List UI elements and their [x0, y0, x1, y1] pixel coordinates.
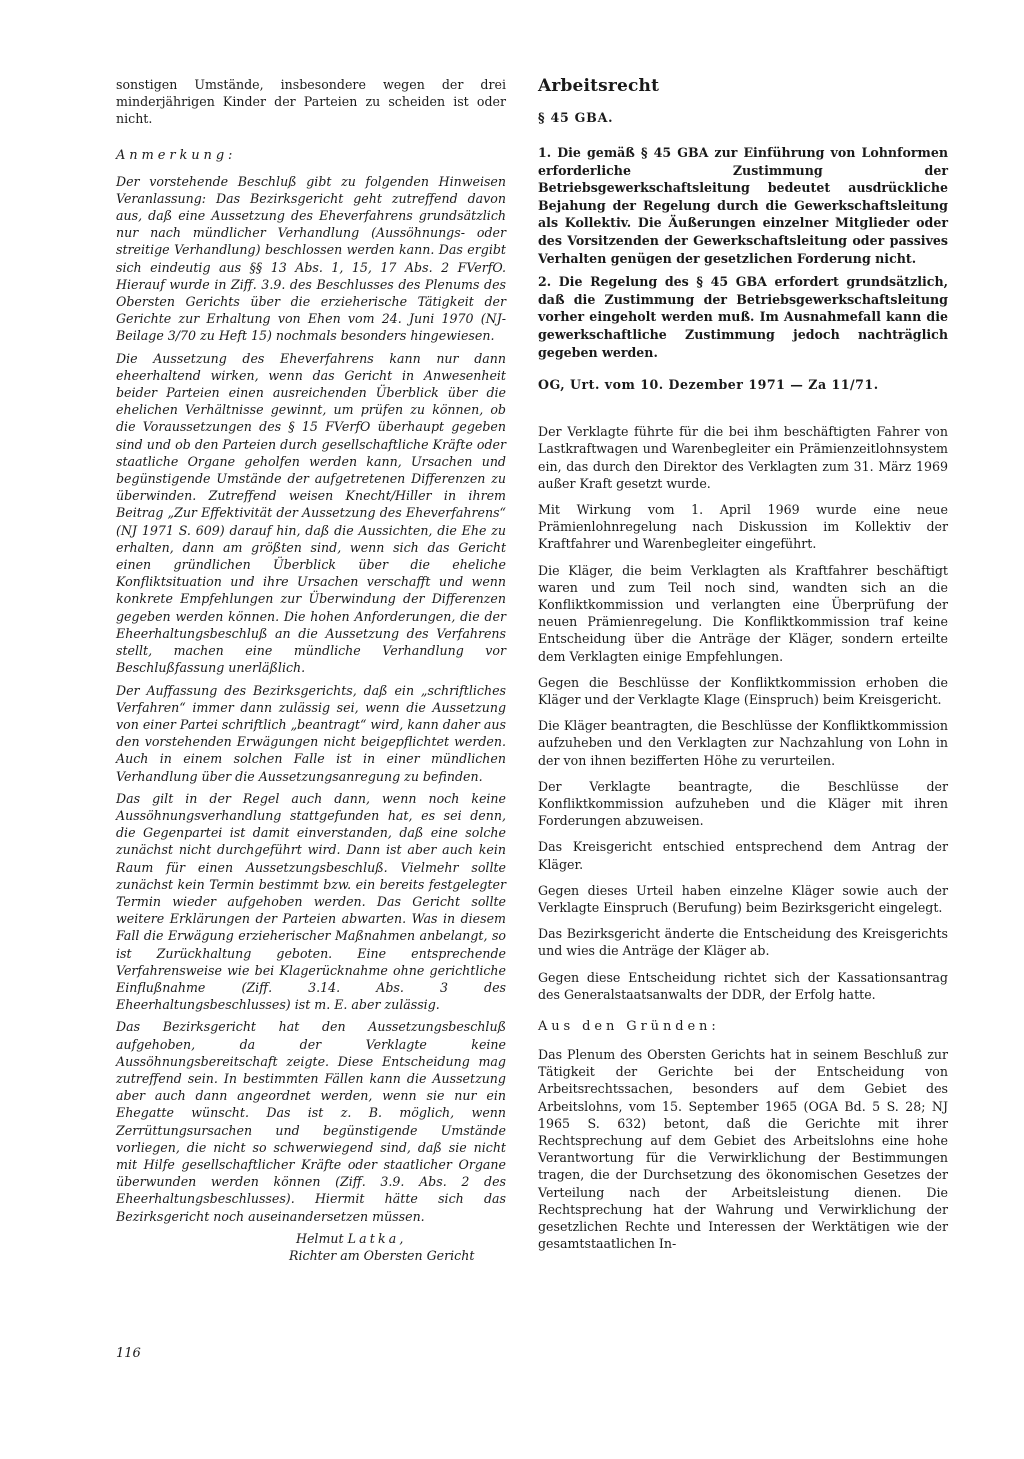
facts-paragraph: Die Kläger beantragten, die Beschlüsse der Konfliktkommission aufzuheben und den Verklagten zur Nachzahlung von Lohn in der von ihnen bezifferten Höhe zu verurteilen. — [538, 718, 948, 768]
author-first-name: Helmut — [296, 1230, 344, 1246]
lead-paragraph: sonstigen Umstände, insbesondere wegen der drei minderjährigen Kinder der Parteien zu scheiden ist oder nicht. — [116, 77, 506, 127]
remark-paragraph: Das gilt in der Regel auch dann, wenn noch keine Aussöhnungsverhandlung stattgefunden hat, es sei denn, die Gegenpartei ist damit einverstanden, daß eine solche zunächst nicht durchgeführt wird. Dann ist aber auch kein Raum für einen Aussetzungsbeschluß. Vielmehr sollte zunächst kein Termin bestimmt bzw. ein bereits festgelegter Termin wieder aufgehoben werden. Das Gericht sollte weitere Erklärungen der Parteien abwarten. Was in diesem Fall die Erwägung erzieherischer Maßnahmen anbelangt, so ist Zurückhaltung geboten. Eine entsprechende Verfahrensweise wie bei Klagerücknahme ohne gerichtliche Einflußnahme (Ziff. 3.14. Abs. 3 des Eheerhaltungsbeschlusses) ist m. E. aber zulässig. — [116, 790, 506, 1013]
signature-block — [116, 1230, 506, 1264]
page-number: 116 — [116, 1346, 141, 1361]
author-last-name: Latka, — [347, 1230, 407, 1246]
remark-body — [116, 173, 506, 1225]
headnote: 1. Die gemäß § 45 GBA zur Einführung von Lohnformen erforderliche Zustimmung der Betriebsgewerkschaftsleitung bedeutet ausdrückliche Bejahung der Regelung durch die Gewerkschaftsleitung als Kollektiv. Die Äußerungen einzelner Mitglieder oder des Vorsitzenden der Gewerkschaftsleitung oder passives Verhalten genügen der gesetzlichen Forderung nicht. — [538, 145, 948, 266]
remark-paragraph: Das Bezirksgericht hat den Aussetzungsbeschluß aufgehoben, da der Verklagte keine Aussöhnungsbereitschaft zeigte. Diese Entscheidung mag zutreffend sein. In bestimmten Fällen kann die Aussetzung aber auch dann angeordnet werden, wenn sie nur ein Ehegatte wünscht. Das ist z. B. möglich, wenn Zerrüttungsursachen und begünstigende Umstände vorliegen, die nicht so schwerwiegend sind, daß sie nicht mit Hilfe gesellschaftlicher Kräfte oder staatlicher Organe überwunden werden können (Ziff. 3.9. Abs. 2 des Eheerhaltungsbeschlusses). Hiermit hätte sich das Bezirksgericht noch auseinandersetzen müssen. — [116, 1019, 506, 1224]
author-name — [116, 1230, 506, 1247]
facts-paragraph: Das Kreisgericht entschied entsprechend dem Antrag der Kläger. — [538, 839, 948, 872]
reasons-heading: Aus den Gründen: — [538, 1019, 720, 1035]
section-title: Arbeitsrecht — [538, 76, 660, 96]
facts-paragraph: Der Verklagte beantragte, die Beschlüsse der Konfliktkommission aufzuheben und die Kläger mit ihren Forderungen abzuweisen. — [538, 778, 948, 829]
facts-paragraph: Gegen die Beschlüsse der Konfliktkommission erhoben die Kläger und der Verklagte Klage (Einspruch) beim Kreisgericht. — [538, 674, 948, 707]
remark-paragraph: Der Auffassung des Bezirksgerichts, daß ein „schriftliches Verfahren“ immer dann zulässig sei, wenn die Aussetzung von einer Partei schriftlich „beantragt“ wird, kann daher aus den vorstehenden Erwägungen nicht beigepflichtet werden. Auch in einem solchen Falle ist in einer mündlichen Verhandlung über die Aussetzungsanregung zu befinden. — [116, 682, 506, 784]
norm-reference: § 45 GBA. — [538, 110, 614, 125]
facts-paragraph: Gegen dieses Urteil haben einzelne Kläger sowie auch der Verklagte Einspruch (Berufung) beim Bezirksgericht eingelegt. — [538, 882, 948, 915]
facts-paragraph: Die Kläger, die beim Verklagten als Kraftfahrer beschäftigt waren und zum Teil noch sind, wandten sich an die Konfliktkommission und verlangten eine Überprüfung der neuen Prämienregelung. Die Konfliktkommission traf keine Entscheidung über die Anträge der Kläger, sondern erteilte dem Verklagten einige Empfehlungen. — [538, 562, 948, 664]
case-citation: OG, Urt. vom 10. Dezember 1971 — Za 11/71. — [538, 377, 879, 393]
right-column — [538, 76, 948, 1261]
left-column — [116, 76, 506, 1264]
facts-body — [538, 423, 948, 1252]
facts-paragraph: Der Verklagte führte für die bei ihm beschäftigten Fahrer von Lastkraftwagen und Warenbegleiter ein Prämienzeitlohnsystem ein, das durch den Direktor des Verklagten zum 31. März 1969 außer Kraft gesetzt wurde. — [538, 424, 948, 491]
headnote: 2. Die Regelung des § 45 GBA erfordert grundsätzlich, daß die Zustimmung der Betriebsgewerkschaftsleitung vorher eingeholt werden muß. Im Ausnahmefall kann die gewerkschaftliche Zustimmung jedoch nachträglich gegeben werden. — [538, 274, 948, 360]
facts-paragraph: Das Bezirksgericht änderte die Entscheidung des Kreisgerichts und wies die Anträge der Kläger ab. — [538, 926, 948, 959]
facts-paragraph: Gegen diese Entscheidung richtet sich der Kassationsantrag des Generalstaatsanwalts der DDR, der Erfolg hatte. — [538, 969, 948, 1002]
reasons-paragraph: Das Plenum des Obersten Gerichts hat in seinem Beschluß zur Tätigkeit der Gerichte bei der Entscheidung von Arbeitsrechtssachen, besonders auf dem Gebiet des Arbeitslohns, vom 15. September 1965 (OGA Bd. 5 S. 28; NJ 1965 S. 632) betont, daß die Gerichte mit ihrer Rechtsprechung auf dem Gebiet des Arbeitslohns eine hohe Verantwortung für die Verwirklichung der Bestimmungen tragen, die der Durchsetzung des ökonomischen Gesetzes der Verteilung nach der Arbeitsleistung dienen. Die Rechtsprechung hat der Wahrung und Verwirklichung der gesetzlichen Rechte und Interessen der Werktätigen wie der gesamtstaatlichen In- — [538, 1047, 948, 1252]
remark-paragraph: Der vorstehende Beschluß gibt zu folgenden Hinweisen Veranlassung: Das Bezirksgericht geht zutreffend davon aus, daß eine Aussetzung des Eheverfahrens grundsätzlich nur nach mündlicher Verhandlung (Aussöhnungs- oder streitige Verhandlung) beschlossen werden kann. Das ergibt sich eindeutig aus §§ 13 Abs. 1, 15, 17 Abs. 2 FVerfO. Hierauf wurde in Ziff. 3.9. des Beschlusses des Plenums des Obersten Gerichts über die erzieherische Tätigkeit der Gerichte zur Erhaltung von Ehen vom 24. Juni 1970 (NJ-Beilage 3/70 zu Heft 15) nochmals besonders hingewiesen. — [116, 173, 506, 344]
remark-paragraph: Die Aussetzung des Eheverfahrens kann nur dann eheerhaltend wirken, wenn das Gericht in Anwesenheit beider Parteien einen ausreichenden Überblick über die ehelichen Verhältnisse gewinnt, um prüfen zu können, ob die Voraussetzungen des § 15 FVerfO überhaupt gegeben sind und ob den Parteien durch gesellschaftliche Kräfte oder staatliche Organe geholfen werden kann, Ursachen und begünstigende Umstände der aufgetretenen Differenzen zu überwinden. Zutreffend weisen Knecht/Hiller in ihrem Beitrag „Zur Effektivität der Aussetzung des Eheverfahrens“ (NJ 1971 S. 609) darauf hin, daß die Aussichten, die Ehe zu erhalten, dann am größten sind, wenn sich das Gericht einen gründlichen Überblick über die eheliche Konfliktsituation und ihre Ursachen verschafft und wenn konkrete Empfehlungen zur Überwindung der Differenzen gegeben werden können. Die hohen Anforderungen, die der Eheerhaltungsbeschluß an die Aussetzung des Verfahrens stellt, machen eine mündliche Verhandlung vor Beschlußfassung unerläßlich. — [116, 350, 506, 676]
author-title: Richter am Obersten Gericht — [289, 1248, 475, 1263]
facts-paragraph: Mit Wirkung vom 1. April 1969 wurde eine neue Prämienlohnregelung nach Diskussion im Kollektiv der Kraftfahrer und Warenbegleiter eingeführt. — [538, 501, 948, 552]
remark-heading: Anmerkung: — [116, 147, 237, 163]
